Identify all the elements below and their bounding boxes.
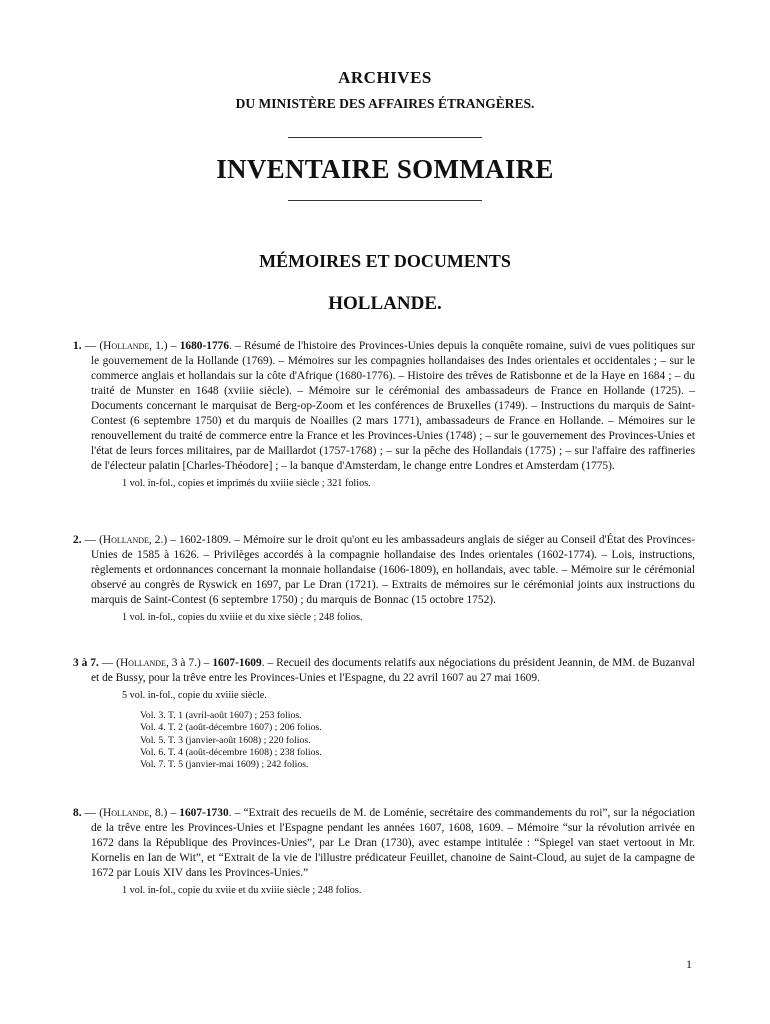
entry-dash: — ( <box>98 657 120 669</box>
entry-text: . – Résumé de l'histoire des Provinces-Unies depuis la conquête romaine, suivi de vues politiques sur le gouvernement de la Hollande (1769). – Mémoires sur les compagnies hollandaises des Indes orientales et occidentales ; – sur le commerce anglais et hollandais sur la côte d'Afrique (1680-1776). – Histoire des trêves de Ratisbonne et de la Haye en 1684 ; – du traité de Munster en 1648 (xviiie siècle). – Mémoire sur le cérémonial des ambassadeurs de France en Hollande (1725). – Documents concernant le marquisat de Berg-op-Zoom et les conférences de Bruxelles (1749). – Instructions du marquis de Saint-Contest (6 septembre 1750) et du marquis de Noailles (2 mars 1771), ambassadeurs de France en Hollande. – Mémoires sur le renouvellement du traité de commerce entre la France et les Provinces-Unies (1748) ; – sur le gouvernement des Provinces-Unies et l'état de leurs forces militaires, par de Maillardot (1757-1768) ; – sur la pêche des Hollandais (1775) ; – sur l'affaire des raffineries de l'électeur palatin [Charles-Théodore] ; – la banque d'Amsterdam, le change entre Londres et Amsterdam (1775). <box>91 340 695 472</box>
entry-body <box>73 533 695 608</box>
entry-body <box>73 339 695 474</box>
entry-2 <box>73 533 695 625</box>
entry-text: . – “Extrait des recueils de M. de Loménie, secrétaire des commandements du roi”, sur la négociation de la trêve entre les Provinces-Unies et l'Espagne pendant les années 1607, 1608, 1609. – Mémoire “sur la révolution arrivée en 1672 dans la République des Provinces-Unies”, par Le Dran (1730), avec estampe intitulée : “Spiegel van staet vertoout in Mr. Kornelis en Ian de Wit”, et “Extrait de la vie de l'illustre prédicateur Feuillet, chanoine de Saint-Cloud, au sujet de la campagne de 1672 par Louis XIV dans les Provinces-Unies.” <box>91 807 695 879</box>
archives-heading: ARCHIVES <box>338 68 432 87</box>
entry-number: 2. <box>73 534 82 546</box>
volume-item: Vol. 3. T. 1 (avril-août 1607) ; 253 folios. <box>140 710 302 721</box>
memoires-heading: MÉMOIRES ET DOCUMENTS <box>259 251 511 271</box>
entry-8 <box>73 806 695 898</box>
entry-ref-rest: , 3 à 7.) – <box>165 657 213 669</box>
volume-item: Vol. 5. T. 3 (janvier-août 1608) ; 220 folios. <box>140 734 311 746</box>
entry-1 <box>73 339 695 491</box>
divider-bottom <box>288 200 482 201</box>
entry-dash: — ( <box>81 534 103 546</box>
divider-top <box>288 137 482 138</box>
entry-meta: 1 vol. in-fol., copies et imprimés du xviiie siècle ; 321 folios. <box>122 478 371 489</box>
ministere-heading: DU MINISTÈRE DES AFFAIRES ÉTRANGÈRES. <box>235 96 535 111</box>
entry-date: 1607-1730 <box>179 807 229 819</box>
entry-ref-rest: , 1.) – <box>149 340 180 352</box>
entry-number: 8. <box>73 807 82 819</box>
entry-date: 1607-1609 <box>212 657 262 669</box>
entry-ref-name: Hollande <box>103 807 149 819</box>
entry-dash: — ( <box>81 340 104 352</box>
entry-dash: — ( <box>81 807 103 819</box>
entry-3-to-7 <box>73 656 695 771</box>
entry-text: . – Recueil des documents relatifs aux négociations du président Jeannin, de MM. de Buzanval et de Bussy, pour la trêve entre les Provinces-Unies et l'Espagne, du 22 avril 1607 au 27 mai 1609. <box>91 657 695 684</box>
entry-meta: 5 vol. in-fol., copie du xviiie siècle. <box>122 690 267 701</box>
entry-number: 1. <box>73 340 82 352</box>
entry-ref-name: Hollande <box>119 657 166 669</box>
entry-ref-name: Hollande <box>102 534 149 546</box>
page-number: 1 <box>686 957 692 971</box>
entry-text: . – Mémoire sur le droit qu'ont eu les ambassadeurs anglais de siéger au Conseil d'État des Provinces-Unies de 1585 à 1626. – Privilèges accordés à la compagnie hollandaise des Indes orientales (1602-1774). – Lois, instructions, règlements et ordonnances concernant la monnaie hollandaise (1606-1809), en hollandais, avec table. – Mémoire sur le cérémonial observé au congrès de Ryswick en 1697, par Le Dran (1721). – Extraits de mémoires sur le cérémonial joints aux instructions du marquis de Saint-Contest (6 septembre 1750) ; du marquis de Bonnac (15 octobre 1752). <box>91 534 695 606</box>
entry-body <box>73 806 695 881</box>
entry-body <box>73 656 695 686</box>
entry-date: 1680-1776 <box>179 340 230 352</box>
entry-ref-rest: , 8.) – <box>149 807 180 819</box>
inventaire-title: INVENTAIRE SOMMAIRE <box>216 154 554 184</box>
entry-ref-name: Hollande <box>103 340 150 352</box>
entry-number: 3 à 7. <box>73 657 99 669</box>
entry-meta: 1 vol. in-fol., copies du xviiie et du xixe siècle ; 248 folios. <box>122 612 363 623</box>
hollande-heading: HOLLANDE. <box>328 293 442 314</box>
entry-date: 1602-1809 <box>179 534 229 546</box>
volume-item: Vol. 7. T. 5 (janvier-mai 1609) ; 242 folios. <box>140 759 309 771</box>
volume-item: Vol. 4. T. 2 (août-décembre 1607) ; 206 folios. <box>140 722 322 734</box>
volume-list <box>140 710 695 771</box>
entry-ref-rest: , 2.) – <box>148 534 179 546</box>
entry-meta: 1 vol. in-fol., copie du xviie et du xviiie siècle ; 248 folios. <box>122 885 362 896</box>
volume-item: Vol. 6. T. 4 (août-décembre 1608) ; 238 folios. <box>140 746 322 758</box>
